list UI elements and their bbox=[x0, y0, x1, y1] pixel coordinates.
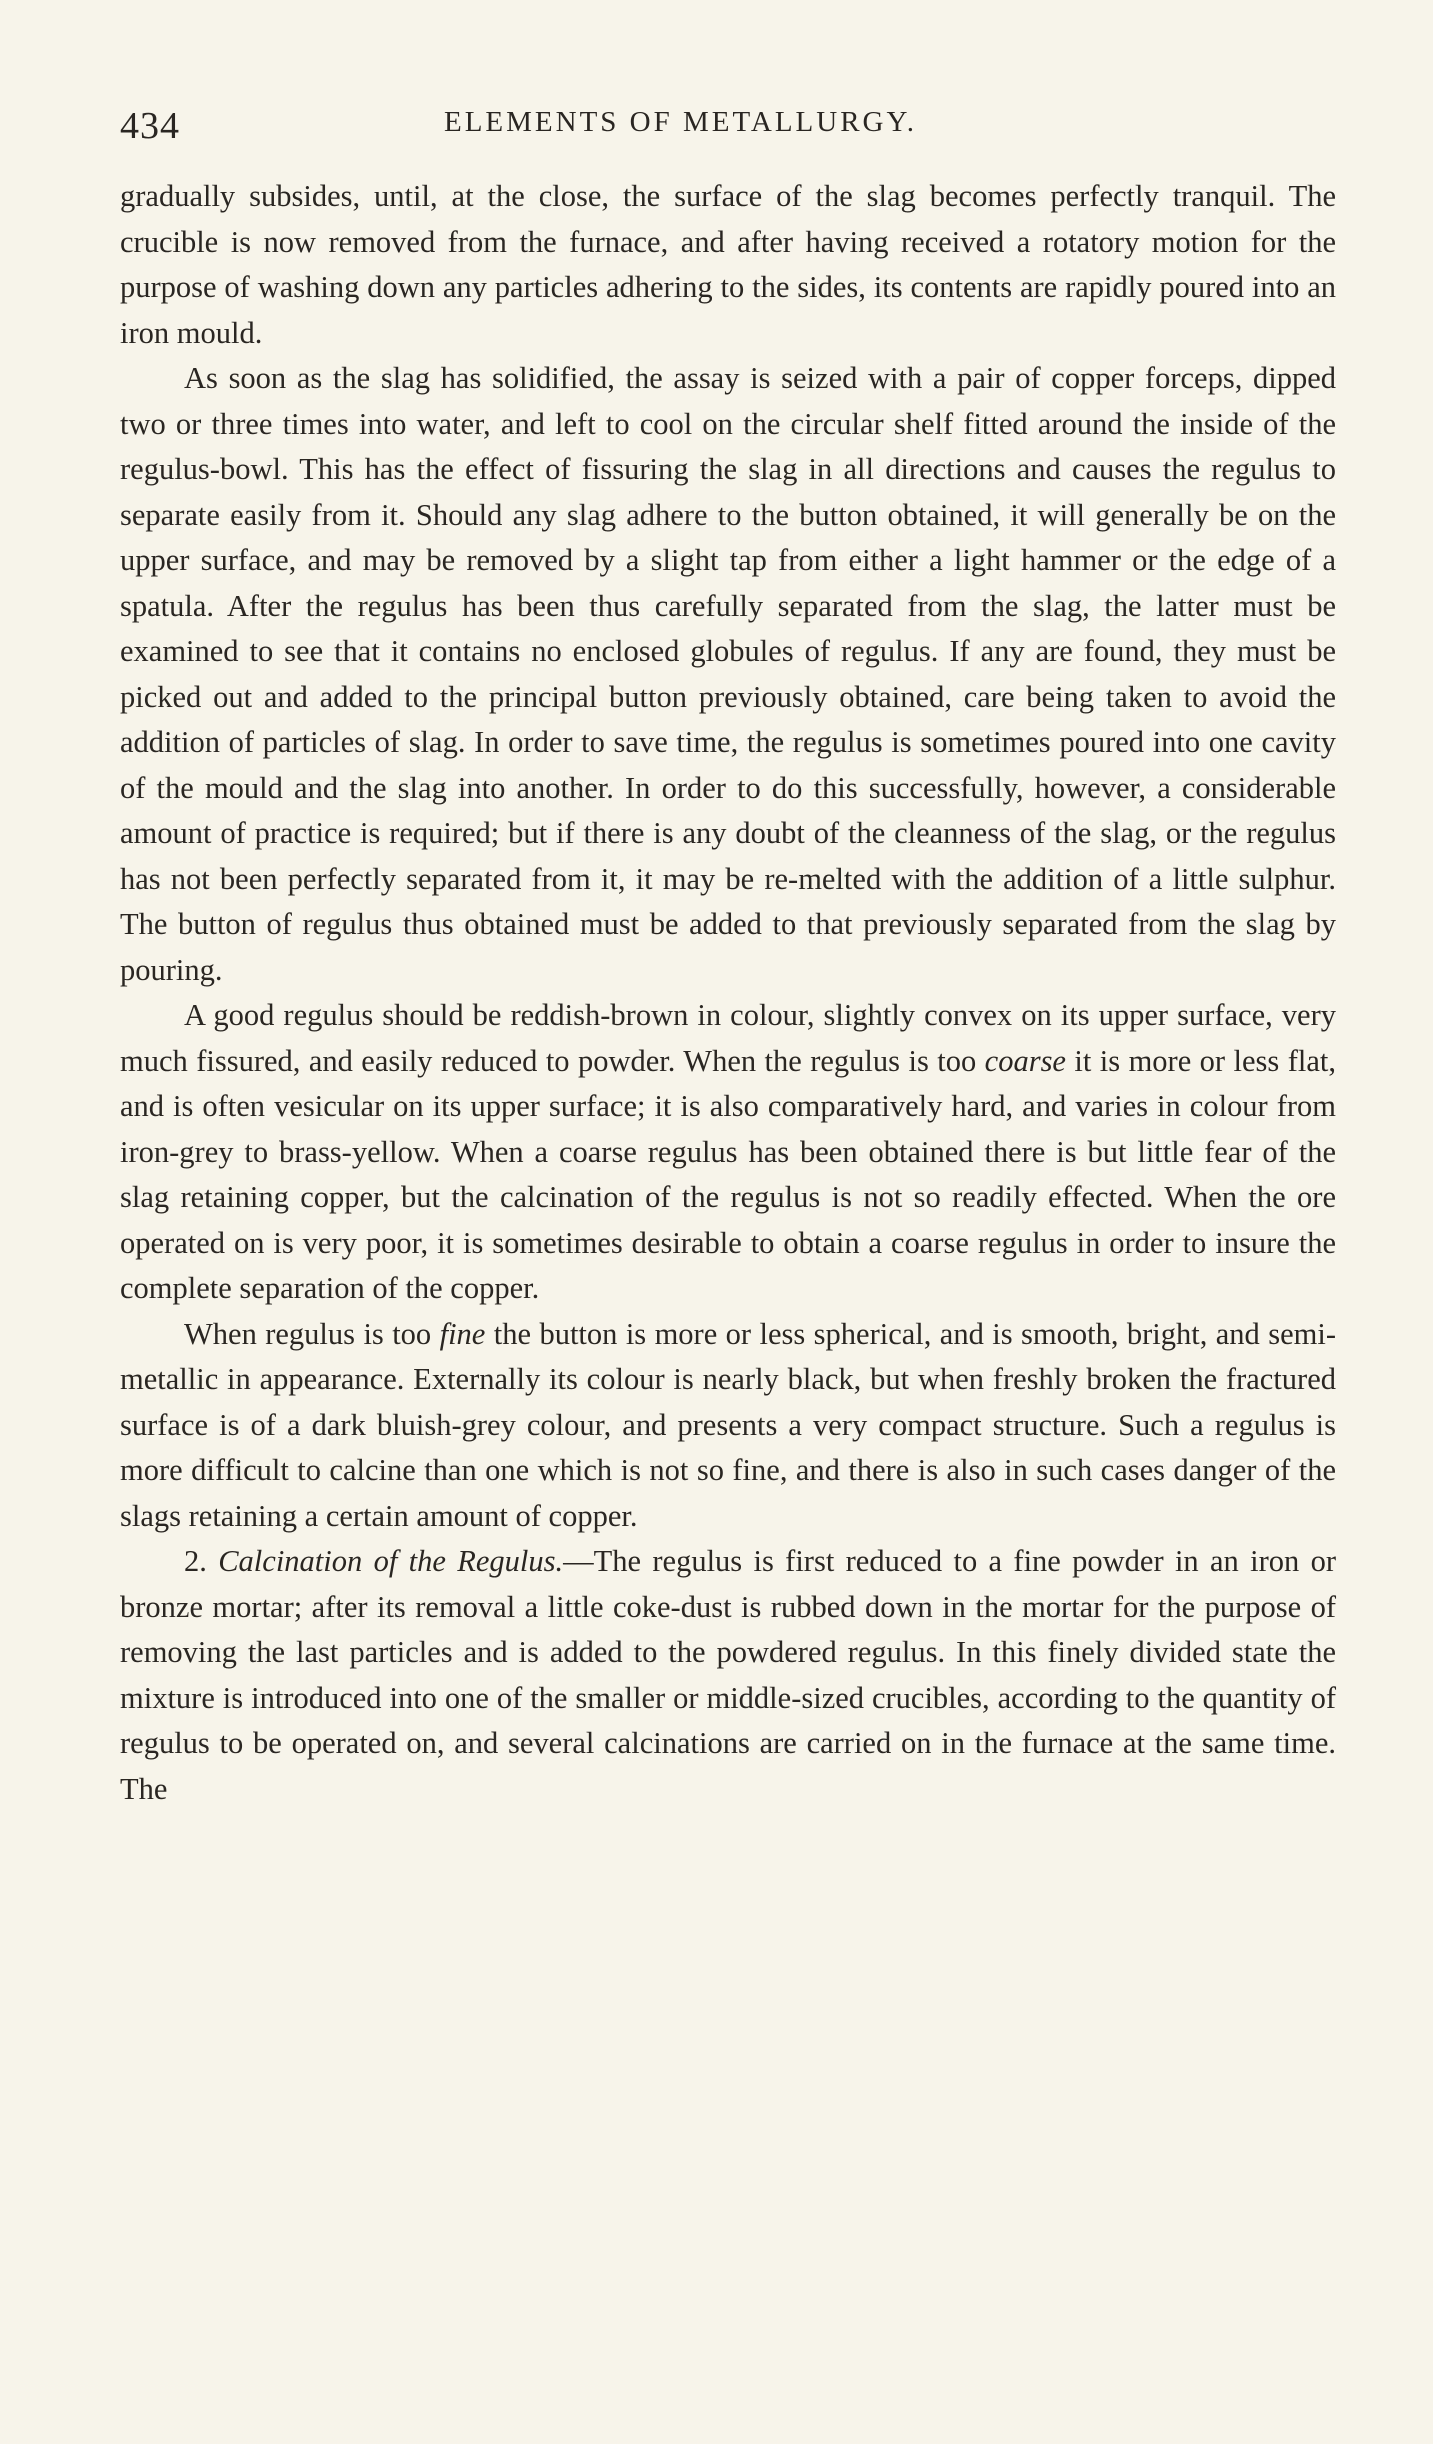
paragraph-text: the button is more or less spherical, and is smooth, bright, and semi-metallic in appearance. Externally its colour is nearly black, but when freshly broken the fractured surface is of a dark bluish-grey colour, and presents a very compact structure. Such a regulus is more difficult to calcine than one which is not so fine, and there is also in such cases danger of the slags retaining a certain amount of copper. bbox=[120, 1316, 1336, 1533]
section-number: 2. bbox=[184, 1544, 219, 1578]
paragraph-good-regulus bbox=[120, 993, 1336, 1312]
running-head bbox=[120, 104, 1350, 154]
paragraph-fine-regulus bbox=[120, 1312, 1336, 1540]
page-number: 434 bbox=[120, 105, 180, 147]
paragraph-text: A good regulus should be reddish-brown in colour, slightly convex on its upper surface, very much fissured, and easily reduced to powder. When the regulus is too bbox=[120, 998, 1336, 1078]
paragraph-text: it is more or less flat, and is often vesicular on its upper surface; it is also comparatively hard, and varies in colour from iron-grey to brass-yellow. When a coarse regulus has been obtained there is but little fear of the slag retaining copper, but the calcination of the regulus is not so readily effected. When the ore operated on is very poor, it is sometimes desirable to obtain a coarse regulus in order to insure the complete separation of the copper. bbox=[120, 1043, 1336, 1305]
section-heading: Calcination of the Regulus. bbox=[218, 1544, 564, 1578]
running-title: ELEMENTS OF METALLURGY. bbox=[444, 106, 917, 138]
paragraph-slag-separation: As soon as the slag has solidified, the assay is seized with a pair of copper forceps, dipped two or three times into water, and left to cool on the circular shelf fitted around the inside of the regulus-bowl. This has the effect of fissuring the slag in all directions and causes the regulus to separate easily from it. Should any slag adhere to the button obtained, it will generally be on the upper surface, and may be removed by a slight tap from either a light hammer or the edge of a spatula. After the regulus has been thus carefully separated from the slag, the latter must be examined to see that it contains no enclosed globules of regulus. If any are found, they must be picked out and added to the principal button previously obtained, care being taken to avoid the addition of particles of slag. In order to save time, the regulus is sometimes poured into one cavity of the mould and the slag into another. In order to do this successfully, however, a considerable amount of practice is required; but if there is any doubt of the cleanness of the slag, or the regulus has not been perfectly separated from it, it may be re-melted with the addition of a little sulphur. The button of regulus thus obtained must be added to that previously separated from the slag by pouring. bbox=[120, 361, 1336, 987]
italic-term-fine: fine bbox=[439, 1316, 486, 1351]
paragraph-text: —The regulus is first reduced to a fine powder in an iron or bronze mortar; after its removal a little coke-dust is rubbed down in the mortar for the purpose of removing the last particles and is added to the powdered regulus. In this finely divided state the mixture is introduced into one of the smaller or middle-sized crucibles, according to the quantity of regulus to be operated on, and several calcinations are carried on in the furnace at the same time. The bbox=[120, 1544, 1337, 1806]
italic-term-coarse: coarse bbox=[984, 1043, 1066, 1078]
paragraph-continued: gradually subsides, until, at the close, the surface of the slag becomes perfectly tranquil. The crucible is now removed from the furnace, and after having received a rotatory motion for the purpose of washing down any particles adhering to the sides, its contents are rapidly poured into an iron mould. bbox=[120, 179, 1336, 350]
body-text bbox=[120, 174, 1336, 1812]
paragraph-text: When regulus is too bbox=[184, 1316, 440, 1351]
paragraph-calcination bbox=[120, 1539, 1336, 1812]
